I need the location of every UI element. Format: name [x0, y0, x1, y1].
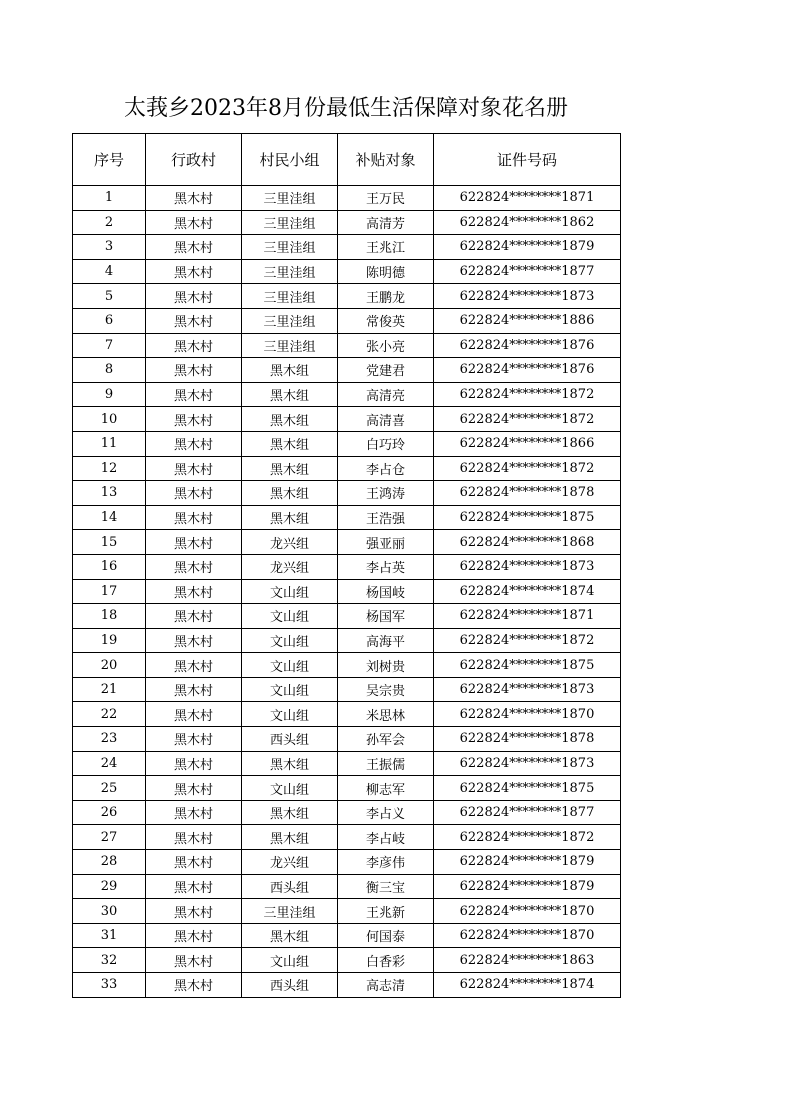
group-cell: 文山组 [242, 604, 338, 629]
village-cell: 黑木村 [146, 874, 242, 899]
table-row [73, 431, 621, 456]
serial-number-cell: 13 [73, 481, 146, 506]
recipient-table [72, 133, 621, 998]
serial-number-cell: 9 [73, 382, 146, 407]
header-villager-group: 村民小组 [242, 134, 338, 186]
table-row [73, 899, 621, 924]
id-number-cell: 622824********1873 [434, 751, 621, 776]
table-row [73, 874, 621, 899]
recipient-name-cell: 李彦伟 [338, 850, 434, 875]
serial-number-cell: 12 [73, 456, 146, 481]
recipient-name-cell: 何国泰 [338, 923, 434, 948]
id-number-cell: 622824********1870 [434, 702, 621, 727]
serial-number-cell: 5 [73, 284, 146, 309]
id-number-cell: 622824********1874 [434, 973, 621, 998]
serial-number-cell: 20 [73, 653, 146, 678]
group-cell: 黑木组 [242, 358, 338, 383]
village-cell: 黑木村 [146, 604, 242, 629]
recipient-name-cell: 党建君 [338, 358, 434, 383]
group-cell: 黑木组 [242, 751, 338, 776]
group-cell: 三里洼组 [242, 259, 338, 284]
recipient-name-cell: 刘树贵 [338, 653, 434, 678]
village-cell: 黑木村 [146, 382, 242, 407]
serial-number-cell: 29 [73, 874, 146, 899]
id-number-cell: 622824********1879 [434, 235, 621, 260]
recipient-name-cell: 高志清 [338, 973, 434, 998]
recipient-name-cell: 李占义 [338, 800, 434, 825]
id-number-cell: 622824********1871 [434, 186, 621, 211]
serial-number-cell: 2 [73, 210, 146, 235]
group-cell: 文山组 [242, 628, 338, 653]
group-cell: 黑木组 [242, 481, 338, 506]
recipient-name-cell: 米思林 [338, 702, 434, 727]
header-recipient: 补贴对象 [338, 134, 434, 186]
recipient-name-cell: 王浩强 [338, 505, 434, 530]
serial-number-cell: 31 [73, 923, 146, 948]
group-cell: 黑木组 [242, 431, 338, 456]
group-cell: 龙兴组 [242, 850, 338, 875]
id-number-cell: 622824********1873 [434, 677, 621, 702]
serial-number-cell: 18 [73, 604, 146, 629]
village-cell: 黑木村 [146, 899, 242, 924]
id-number-cell: 622824********1873 [434, 554, 621, 579]
serial-number-cell: 6 [73, 308, 146, 333]
table-row [73, 235, 621, 260]
group-cell: 三里洼组 [242, 235, 338, 260]
serial-number-cell: 10 [73, 407, 146, 432]
recipient-name-cell: 王鸿涛 [338, 481, 434, 506]
serial-number-cell: 14 [73, 505, 146, 530]
recipient-name-cell: 柳志军 [338, 776, 434, 801]
table-row [73, 677, 621, 702]
id-number-cell: 622824********1872 [434, 407, 621, 432]
id-number-cell: 622824********1862 [434, 210, 621, 235]
serial-number-cell: 15 [73, 530, 146, 555]
village-cell: 黑木村 [146, 948, 242, 973]
group-cell: 黑木组 [242, 825, 338, 850]
id-number-cell: 622824********1877 [434, 800, 621, 825]
village-cell: 黑木村 [146, 456, 242, 481]
recipient-name-cell: 李占英 [338, 554, 434, 579]
recipient-name-cell: 王兆新 [338, 899, 434, 924]
serial-number-cell: 19 [73, 628, 146, 653]
village-cell: 黑木村 [146, 358, 242, 383]
serial-number-cell: 32 [73, 948, 146, 973]
group-cell: 黑木组 [242, 407, 338, 432]
table-row [73, 923, 621, 948]
table-row [73, 456, 621, 481]
recipient-name-cell: 高清芳 [338, 210, 434, 235]
id-number-cell: 622824********1868 [434, 530, 621, 555]
village-cell: 黑木村 [146, 235, 242, 260]
group-cell: 文山组 [242, 653, 338, 678]
village-cell: 黑木村 [146, 407, 242, 432]
header-serial-number: 序号 [73, 134, 146, 186]
table-row [73, 800, 621, 825]
group-cell: 龙兴组 [242, 554, 338, 579]
group-cell: 三里洼组 [242, 333, 338, 358]
village-cell: 黑木村 [146, 481, 242, 506]
serial-number-cell: 8 [73, 358, 146, 383]
recipient-name-cell: 王振儒 [338, 751, 434, 776]
table-row [73, 850, 621, 875]
serial-number-cell: 23 [73, 727, 146, 752]
village-cell: 黑木村 [146, 259, 242, 284]
table-row [73, 308, 621, 333]
id-number-cell: 622824********1875 [434, 653, 621, 678]
serial-number-cell: 7 [73, 333, 146, 358]
table-row [73, 579, 621, 604]
recipient-name-cell: 高海平 [338, 628, 434, 653]
table-row [73, 407, 621, 432]
document-title: 太莪乡2023年8月份最低生活保障对象花名册 [124, 96, 568, 121]
table-row [73, 973, 621, 998]
village-cell: 黑木村 [146, 776, 242, 801]
serial-number-cell: 30 [73, 899, 146, 924]
serial-number-cell: 1 [73, 186, 146, 211]
table-row [73, 186, 621, 211]
village-cell: 黑木村 [146, 923, 242, 948]
group-cell: 黑木组 [242, 800, 338, 825]
group-cell: 三里洼组 [242, 186, 338, 211]
group-cell: 西头组 [242, 874, 338, 899]
recipient-name-cell: 王鹏龙 [338, 284, 434, 309]
table-row [73, 333, 621, 358]
id-number-cell: 622824********1872 [434, 382, 621, 407]
table-row [73, 751, 621, 776]
group-cell: 三里洼组 [242, 899, 338, 924]
group-cell: 文山组 [242, 579, 338, 604]
id-number-cell: 622824********1873 [434, 284, 621, 309]
recipient-name-cell: 杨国军 [338, 604, 434, 629]
table-body [73, 186, 621, 998]
village-cell: 黑木村 [146, 554, 242, 579]
recipient-name-cell: 白巧玲 [338, 431, 434, 456]
table-row [73, 727, 621, 752]
serial-number-cell: 17 [73, 579, 146, 604]
id-number-cell: 622824********1872 [434, 628, 621, 653]
table-row [73, 554, 621, 579]
id-number-cell: 622824********1866 [434, 431, 621, 456]
village-cell: 黑木村 [146, 186, 242, 211]
group-cell: 文山组 [242, 677, 338, 702]
village-cell: 黑木村 [146, 628, 242, 653]
serial-number-cell: 21 [73, 677, 146, 702]
id-number-cell: 622824********1872 [434, 456, 621, 481]
table-row [73, 628, 621, 653]
id-number-cell: 622824********1863 [434, 948, 621, 973]
table-row [73, 825, 621, 850]
header-administrative-village: 行政村 [146, 134, 242, 186]
recipient-name-cell: 王万民 [338, 186, 434, 211]
village-cell: 黑木村 [146, 850, 242, 875]
village-cell: 黑木村 [146, 210, 242, 235]
group-cell: 三里洼组 [242, 210, 338, 235]
village-cell: 黑木村 [146, 431, 242, 456]
recipient-name-cell: 吴宗贵 [338, 677, 434, 702]
village-cell: 黑木村 [146, 579, 242, 604]
table-row [73, 604, 621, 629]
group-cell: 龙兴组 [242, 530, 338, 555]
recipient-name-cell: 王兆江 [338, 235, 434, 260]
recipient-name-cell: 孙军会 [338, 727, 434, 752]
village-cell: 黑木村 [146, 505, 242, 530]
recipient-name-cell: 高清亮 [338, 382, 434, 407]
id-number-cell: 622824********1879 [434, 850, 621, 875]
serial-number-cell: 4 [73, 259, 146, 284]
id-number-cell: 622824********1876 [434, 333, 621, 358]
recipient-name-cell: 常俊英 [338, 308, 434, 333]
id-number-cell: 622824********1877 [434, 259, 621, 284]
group-cell: 三里洼组 [242, 284, 338, 309]
village-cell: 黑木村 [146, 825, 242, 850]
group-cell: 黑木组 [242, 456, 338, 481]
table-row [73, 702, 621, 727]
village-cell: 黑木村 [146, 800, 242, 825]
village-cell: 黑木村 [146, 677, 242, 702]
recipient-name-cell: 高清喜 [338, 407, 434, 432]
table-row [73, 481, 621, 506]
table-header-row [73, 134, 621, 186]
serial-number-cell: 28 [73, 850, 146, 875]
serial-number-cell: 33 [73, 973, 146, 998]
serial-number-cell: 11 [73, 431, 146, 456]
table-row [73, 776, 621, 801]
village-cell: 黑木村 [146, 333, 242, 358]
table-row [73, 505, 621, 530]
table-row [73, 948, 621, 973]
recipient-name-cell: 陈明德 [338, 259, 434, 284]
table-row [73, 259, 621, 284]
serial-number-cell: 26 [73, 800, 146, 825]
table-row [73, 284, 621, 309]
group-cell: 文山组 [242, 948, 338, 973]
header-id-number: 证件号码 [434, 134, 621, 186]
group-cell: 黑木组 [242, 382, 338, 407]
group-cell: 黑木组 [242, 505, 338, 530]
serial-number-cell: 16 [73, 554, 146, 579]
id-number-cell: 622824********1886 [434, 308, 621, 333]
village-cell: 黑木村 [146, 530, 242, 555]
id-number-cell: 622824********1872 [434, 825, 621, 850]
table-row [73, 653, 621, 678]
group-cell: 黑木组 [242, 923, 338, 948]
group-cell: 三里洼组 [242, 308, 338, 333]
recipient-name-cell: 李占仓 [338, 456, 434, 481]
group-cell: 西头组 [242, 727, 338, 752]
group-cell: 文山组 [242, 776, 338, 801]
table-row [73, 210, 621, 235]
village-cell: 黑木村 [146, 308, 242, 333]
serial-number-cell: 3 [73, 235, 146, 260]
village-cell: 黑木村 [146, 751, 242, 776]
recipient-name-cell: 衡三宝 [338, 874, 434, 899]
id-number-cell: 622824********1870 [434, 899, 621, 924]
serial-number-cell: 22 [73, 702, 146, 727]
id-number-cell: 622824********1878 [434, 727, 621, 752]
table-row [73, 382, 621, 407]
id-number-cell: 622824********1871 [434, 604, 621, 629]
recipient-name-cell: 张小亮 [338, 333, 434, 358]
village-cell: 黑木村 [146, 702, 242, 727]
group-cell: 文山组 [242, 702, 338, 727]
table-row [73, 358, 621, 383]
group-cell: 西头组 [242, 973, 338, 998]
id-number-cell: 622824********1874 [434, 579, 621, 604]
village-cell: 黑木村 [146, 653, 242, 678]
recipient-name-cell: 白香彩 [338, 948, 434, 973]
id-number-cell: 622824********1878 [434, 481, 621, 506]
id-number-cell: 622824********1870 [434, 923, 621, 948]
village-cell: 黑木村 [146, 727, 242, 752]
recipient-name-cell: 强亚丽 [338, 530, 434, 555]
recipient-name-cell: 李占岐 [338, 825, 434, 850]
serial-number-cell: 24 [73, 751, 146, 776]
table-row [73, 530, 621, 555]
id-number-cell: 622824********1875 [434, 505, 621, 530]
village-cell: 黑木村 [146, 284, 242, 309]
village-cell: 黑木村 [146, 973, 242, 998]
id-number-cell: 622824********1875 [434, 776, 621, 801]
serial-number-cell: 25 [73, 776, 146, 801]
id-number-cell: 622824********1876 [434, 358, 621, 383]
id-number-cell: 622824********1879 [434, 874, 621, 899]
recipient-name-cell: 杨国岐 [338, 579, 434, 604]
serial-number-cell: 27 [73, 825, 146, 850]
